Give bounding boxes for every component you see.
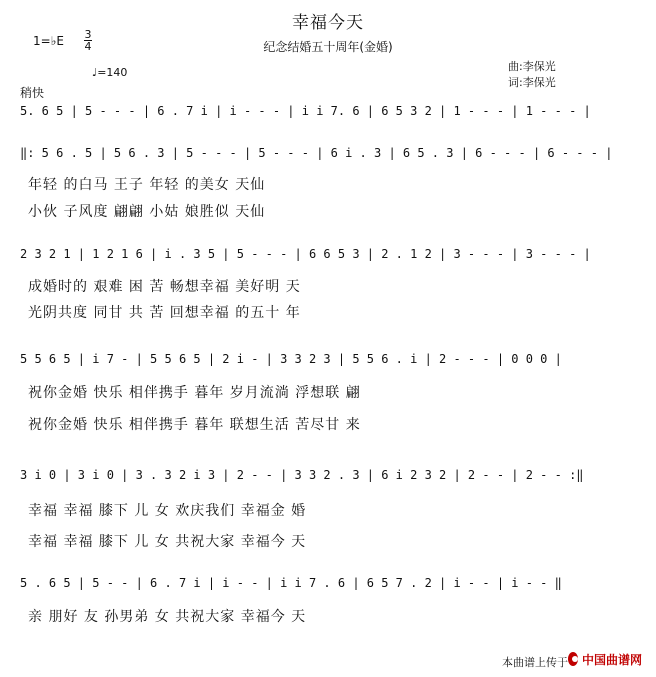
lyric-line-4a: 祝你金婚 快乐 相伴携手 暮年 岁月流淌 浮想联 翩 [28,385,361,401]
logo-text: 中国曲谱网 [581,652,642,667]
upload-notice: 本曲谱上传于 [502,656,568,669]
lyric-line-3a: 成婚时的 艰难 困 苦 畅想幸福 美好明 天 [28,279,301,295]
lyric-line-2b: 小伙 子风度 翩翩 小姑 娘胜似 天仙 [28,204,266,220]
lyric-line-4b: 祝你金婚 快乐 相伴携手 暮年 联想生活 苦尽甘 来 [28,417,361,433]
meter-bottom: 4 [84,40,92,53]
lyric-line-2a: 年轻 的白马 王子 年轻 的美女 天仙 [28,177,266,193]
composer-credit: 曲:李保光 [508,60,556,73]
song-subtitle: 纪念结婚五十周年(金婚) [263,40,393,54]
notation-line-6: 5 . 6 5 | 5 - - | 6 . 7 i | i - - | i i 7 . 6 | 6 5 7 . 2 | i - - | i - - ‖ [20,576,562,590]
lyric-line-5a: 幸福 幸福 膝下 儿 女 欢庆我们 幸福金 婚 [28,503,307,519]
lyric-line-3b: 光阴共度 同甘 共 苦 回想幸福 的五十 年 [28,305,301,321]
notation-line-5: 3 i 0 | 3 i 0 | 3 . 3 2 i 3 | 2 - - | 3 3 2 . 3 | 6 i 2 3 2 | 2 - - | 2 - - :‖ [20,468,584,482]
tempo-term: 稍快 [20,86,45,100]
notation-line-2: ‖: 5 6 . 5 | 5 6 . 3 | 5 - - - | 5 - - - | 6 i . 3 | 6 5 . 3 | 6 - - - | 6 - - - | [20,146,613,160]
meter-top: 3 [84,28,92,41]
song-title: 幸福今天 [292,13,364,33]
site-logo [568,649,642,669]
notation-line-3: 2 3 2 1 | 1 2 1 6 | i . 3 5 | 5 - - - | 6 6 5 3 | 2 . 1 2 | 3 - - - | 3 - - - | [20,247,591,261]
time-signature [84,29,92,52]
lyricist-credit: 词:李保光 [508,76,556,89]
notation-line-4: 5 5 6 5 | i 7 - | 5 5 6 5 | 2 i - | 3 3 2 3 | 5 5 6 . i | 2 - - - | 0 0 0 | [20,352,562,366]
notation-line-1: 5. 6 5 | 5 - - - | 6 . 7 i | i - - - | i i 7. 6 | 6 5 3 2 | 1 - - - | 1 - - - | [20,104,591,118]
key-signature: 1=♭E [33,34,64,48]
logo-icon [568,652,578,666]
lyric-line-5b: 幸福 幸福 膝下 儿 女 共祝大家 幸福今 天 [28,534,307,550]
tempo-marking: ♩=140 [92,66,128,79]
lyric-line-6a: 亲 朋好 友 孙男弟 女 共祝大家 幸福今 天 [28,609,307,625]
